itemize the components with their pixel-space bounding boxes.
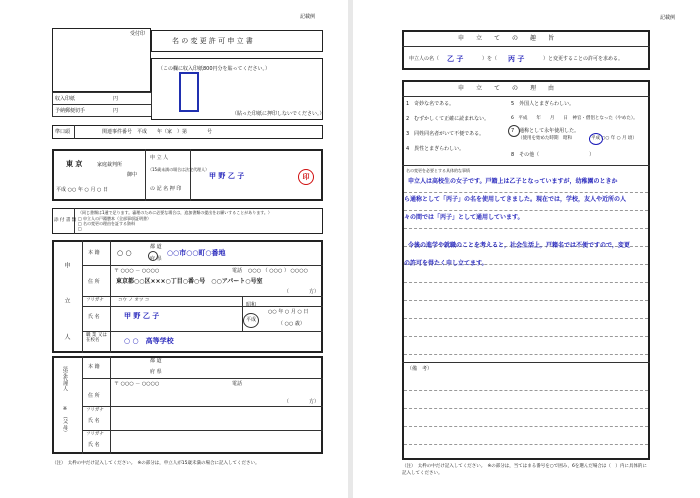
reason-item: 6 平成 年 月 日 神官・僧侶となった（やめた）。 [511,116,638,121]
attachment-item: □ [78,226,82,231]
receipt-stamp-box [52,28,151,92]
usage-start-value: 平成 ○○ 年 ○ 月 頃） [591,136,637,141]
applicant-role-label: 申 立 人 [150,155,169,161]
applicant-sign-label: の 記 名 押 印 [150,186,182,192]
selected-marker [243,313,259,328]
footer-note: （注） 太枠の中だけ記入してください。 ※の部分は，当てはまる番号を○で囲み，6を選んだ場合は（ ）内に具体的に記入してください。 [402,464,647,476]
purpose-new-name: 丙 子 [508,55,525,63]
example-label: 記載例 [300,14,316,20]
address-suffix: （ 方） [284,289,320,295]
reason-item: 4 異性とまぎらわしい。 [406,146,465,152]
honseki2-fuken: 府 県 [150,369,162,375]
furigana-label: フリガナ [86,298,104,303]
detail-header: 名の変更を必要とする具体的な事情 [406,168,470,173]
honseki-value: ○○市○○町○番地 [167,249,226,257]
reason-item: 1 奇妙な名である。 [406,101,455,107]
detail-line: 々の間では「丙子」として通用しています。 [404,214,524,221]
age-value: （ ○○ 歳） [278,321,305,327]
purpose-text-2: ）を（ [482,56,498,62]
filing-date: 平成 ○○ 年 ○ 月 ○ 日 [56,187,108,193]
purpose-text-1: 申立人の名（ [409,56,440,62]
name-value: 甲 野 乙 子 [124,312,160,320]
reason-item: 8 その他（ ） [511,152,595,158]
revenue-stamp-unit: 円 [113,96,119,102]
applicant-signed-name: 甲 野 乙 子 [209,172,245,180]
honseki-label: 本 籍 [88,250,100,256]
related-case-label: 関連事件番号 平成 年（家 ）第 号 [102,129,213,135]
stamp-placeholder [179,72,199,112]
detail-line: 今後の進学や就職のことを考えると，社会生活上，戸籍名では不便ですので，変更 [408,242,630,249]
court-suffix: 家庭裁判所 [97,162,123,168]
legal-rep-table [52,356,323,454]
form-page-right [353,0,700,498]
reason-item: 3 同姓同名者がいて不便である。 [406,131,485,137]
name2-label: 氏 名 [88,418,100,424]
era-heisei: 平成 [246,317,257,323]
seal-char: 印 [302,173,310,181]
receipt-label: 受付印 [130,31,146,37]
attachments-note: （同じ書類は1通で足ります。審理のために必要な場合は，追加書類の提出をお願いすることがあります。） [78,210,272,215]
address-value: 東京都○○区×××○丁目○番○号 ○○アパート○号室 [116,278,263,285]
example-label: 記載例 [660,15,676,21]
prelim-label: 準口頭 [55,129,71,135]
furigana3-label: フリガナ [86,432,104,437]
legal-rep-label: 法定代理人 [62,366,68,391]
revenue-stamp-label: 収入印紙 [55,96,76,102]
name3-label: 氏 名 [88,442,100,448]
occupation-value: ○ ○ 高等学校 [124,337,174,345]
usage-start-label: （使用を始めた時期 昭和 [518,136,572,141]
honseki-prefix: 都 道 [150,244,162,250]
address2-label: 住 所 [88,393,100,399]
doc-title: 名 の 変 更 許 可 申 立 書 [172,37,253,45]
postage-label: 予納郵便切手 [55,108,86,114]
furigana-value: コウ ノ オツ コ [118,298,150,303]
honseki2-label: 本 籍 [88,364,100,370]
remarks-label: （備 考） [407,366,433,372]
form-page-left [0,0,348,498]
address2-suffix: （ 方） [284,399,320,405]
attachments-label: 添 付 書 類 [54,218,77,223]
seal-mark [298,169,314,185]
phone-value: ○○○ （ ○○○ ） ○○○○ [248,268,308,274]
honseki-pref-value: ○ ○ [117,249,132,257]
court-goto: 御中 [127,172,138,178]
stamp-note: （この欄に収入印紙800円分を貼ってください。） [158,66,271,72]
stamp-note-2: （貼った印紙に押印しないでください。） [232,111,325,117]
occupation-label: 職 業 又は 在校名 [86,333,107,343]
postal2-label: 〒 ○○○ － ○○○○ [114,381,160,387]
detail-line: の許可を得たく申し立てます。 [404,260,488,267]
applicant-section-label: 申 立 人 [63,262,70,354]
purpose-text-3: ）と変更することの許可を求める。 [543,56,624,62]
birth-value: ○○ 年 ○ 月 ○ 日 [268,309,309,315]
reason-item: 5 外国人とまぎらわしい。 [511,101,575,107]
legal-rep-sub: ※ （父 母） [62,406,68,436]
court-sign-block [52,149,323,201]
footer-note: （注） 太枠の中だけ記入してください。 ※の部分は，申立人が15歳未満の場合に記入してください。 [52,461,260,466]
purpose-old-name: 乙 子 [447,55,464,63]
postal-code: 〒 ○○○ － ○○○○ [114,268,160,274]
court-name: 東 京 [66,160,83,168]
reason-item: 2 むずかしくて正確に読まれない。 [406,116,490,122]
name-label: 氏 名 [88,314,100,320]
reason-item: 7 通称として永年使用した。 [511,128,580,134]
attachment-item: □ 名の変更の理由を証する資料 [78,221,136,226]
selected-era-marker [589,133,603,145]
purpose-title: 申 立 て の 趣 旨 [458,35,555,42]
postage-unit: 円 [113,108,119,114]
detail-line: ら通称として「丙子」の名を使用してきました。現在では，学校，友人や近所の人 [404,196,627,203]
attachment-item: □ 申立人の戸籍謄本（全部事項証明書） [78,216,152,221]
selected-marker [148,251,158,261]
phone2-label: 電話 [232,381,243,387]
phone-label: 電話 [232,268,243,274]
honseki-fuken: 府 県 [150,256,162,262]
honseki2-prefix: 都 道 [150,358,162,364]
reason-title: 申 立 て の 理 由 [458,85,555,92]
applicant-role-sub: （15歳未満の場合は法定代理人） [148,167,210,172]
era-showa: 昭和 [246,302,257,308]
address-label: 住 所 [88,279,100,285]
furigana2-label: フリガナ [86,408,104,413]
detail-line: 申立人は高校生の女子です。戸籍上は乙子となっていますが，幼稚園のときか [408,178,618,185]
